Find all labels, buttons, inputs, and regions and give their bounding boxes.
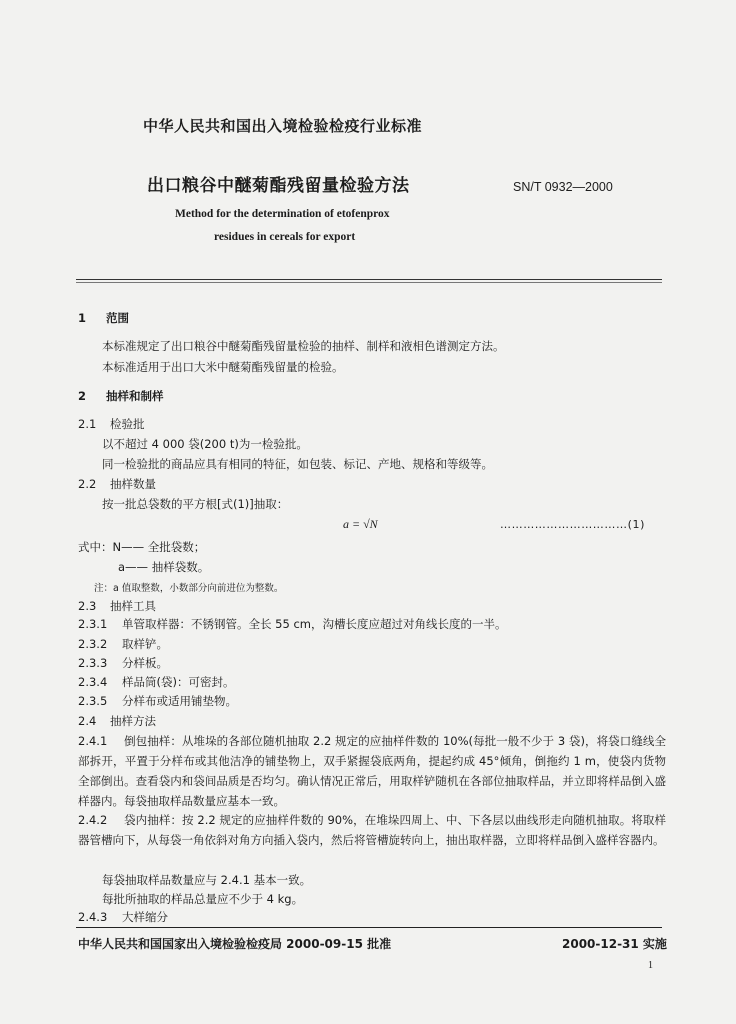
clause-2-3-5-number: 2.3.5 — [78, 694, 108, 708]
clause-2-2-title: 抽样数量 — [110, 477, 156, 491]
clause-2-4-2-paragraph-3: 每批所抽取的样品总量应不少于 4 kg。 — [102, 892, 304, 906]
clause-2-1-title: 检验批 — [110, 417, 145, 431]
note: 注：a 值取整数，小数部分向前进位为整数。 — [94, 583, 284, 594]
clause-2-3-4 — [78, 675, 234, 689]
english-title-line2: residues in cereals for export — [214, 231, 356, 243]
clause-2-3-1 — [78, 617, 506, 631]
clause-2-4-title: 抽样方法 — [110, 714, 156, 728]
clause-2-3-title: 抽样工具 — [110, 599, 156, 613]
section-2-number: 2 — [78, 389, 87, 403]
implementation-date: 2000-12-31 实施 — [562, 937, 667, 951]
clause-2-4-2-text: 袋内抽样：按 2.2 规定的应抽样件数的 90%，在堆垛四周上、中、下各层以曲线形走向随机抽取。将取样器管槽向下，从每袋一角依斜对角方向插入袋内，然后将管槽旋转向上，抽出取样器，立即将样品倒入盛样容器内。 — [78, 813, 666, 847]
section-1-heading — [78, 311, 129, 325]
section-1-title: 范围 — [106, 311, 129, 325]
clause-2-2-text: 按一批总袋数的平方根[式(1)]抽取： — [102, 497, 289, 511]
clause-2-3-3 — [78, 656, 168, 670]
header-divider-thin — [76, 282, 662, 283]
clause-2-3-3-number: 2.3.3 — [78, 656, 108, 670]
clause-2-4-2-paragraph-2: 每袋抽取样品数量应与 2.4.1 基本一致。 — [102, 873, 312, 887]
approval-line: 中华人民共和国国家出入境检验检疫局 2000-09-15 批准 — [78, 937, 392, 951]
clause-2-1-heading — [78, 417, 145, 431]
clause-2-3-heading — [78, 599, 156, 613]
formula-1-reference: ……………………………(1) — [500, 518, 645, 531]
clause-2-4-2-number: 2.4.2 — [78, 813, 108, 827]
clause-2-3-5 — [78, 694, 237, 708]
clause-2-3-1-number: 2.3.1 — [78, 617, 108, 631]
clause-2-4-number: 2.4 — [78, 714, 97, 728]
clause-2-4-1 — [78, 731, 666, 811]
clause-2-3-number: 2.3 — [78, 599, 97, 613]
clause-2-3-4-number: 2.3.4 — [78, 675, 108, 689]
clause-2-1-text-2: 同一检验批的商品应具有相同的特征，如包装、标记、产地、规格和等级等。 — [102, 457, 493, 471]
english-title-line1: Method for the determination of etofenprox — [175, 208, 390, 220]
formula-where-line-1: 式中：N—— 全批袋数； — [78, 540, 206, 554]
clause-2-4-3-title: 大样缩分 — [122, 910, 168, 924]
clause-2-3-4-text: 样品筒(袋)：可密封。 — [122, 675, 235, 689]
section-1-number: 1 — [78, 311, 87, 325]
clause-2-4-1-number: 2.4.1 — [78, 734, 108, 748]
clause-2-3-2-text: 取样铲。 — [122, 637, 168, 651]
clause-2-3-1-text: 单管取样器：不锈钢管。全长 55 cm，沟槽长度应超过对角线长度的一半。 — [122, 617, 507, 631]
clause-2-4-3-heading — [78, 910, 168, 924]
clause-2-4-3-number: 2.4.3 — [78, 910, 108, 924]
clause-2-4-heading — [78, 714, 156, 728]
clause-2-3-5-text: 分样布或适用铺垫物。 — [122, 694, 237, 708]
footer-divider — [76, 927, 662, 928]
clause-2-4-2 — [78, 810, 666, 850]
clause-2-4-1-text: 倒包抽样：从堆垛的各部位随机抽取 2.2 规定的应抽样件数的 10%(每批一般不少于 3 袋)，将袋口缝线全部拆开，平置于分样布或其他洁净的铺垫物上，双手紧握袋底两角，提起约成 45°倾角，倒拖约 1 m，使袋内货物全部倒出。查看袋内和袋间品质是否均匀。确认情况正常后，用取样铲随机在各部位抽取样品，并立即将样品倒入盛样器内。每袋抽取样品数量应基本一致。 — [78, 734, 666, 808]
section-1-paragraph-2: 本标准适用于出口大米中醚菊酯残留量的检验。 — [102, 360, 344, 374]
formula-where-line-2: a—— 抽样袋数。 — [118, 560, 210, 574]
clause-2-1-text-1: 以不超过 4 000 袋(200 t)为一检验批。 — [102, 437, 308, 451]
clause-2-2-number: 2.2 — [78, 477, 97, 491]
clause-2-3-3-text: 分样板。 — [122, 656, 168, 670]
standard-number: SN/T 0932—2000 — [513, 180, 613, 194]
section-1-paragraph-1: 本标准规定了出口粮谷中醚菊酯残留量检验的抽样、制样和液相色谱测定方法。 — [102, 339, 505, 353]
clause-2-1-number: 2.1 — [78, 417, 97, 431]
issuer-title: 中华人民共和国出入境检验检疫行业标准 — [143, 117, 423, 135]
formula-1: a = √N — [343, 517, 378, 531]
clause-2-3-2 — [78, 637, 168, 651]
clause-2-2-heading — [78, 477, 156, 491]
header-divider — [76, 279, 662, 280]
page-number: 1 — [648, 960, 653, 971]
document-title: 出口粮谷中醚菊酯残留量检验方法 — [147, 176, 410, 196]
section-2-heading — [78, 389, 164, 403]
clause-2-3-2-number: 2.3.2 — [78, 637, 108, 651]
section-2-title: 抽样和制样 — [106, 389, 164, 403]
